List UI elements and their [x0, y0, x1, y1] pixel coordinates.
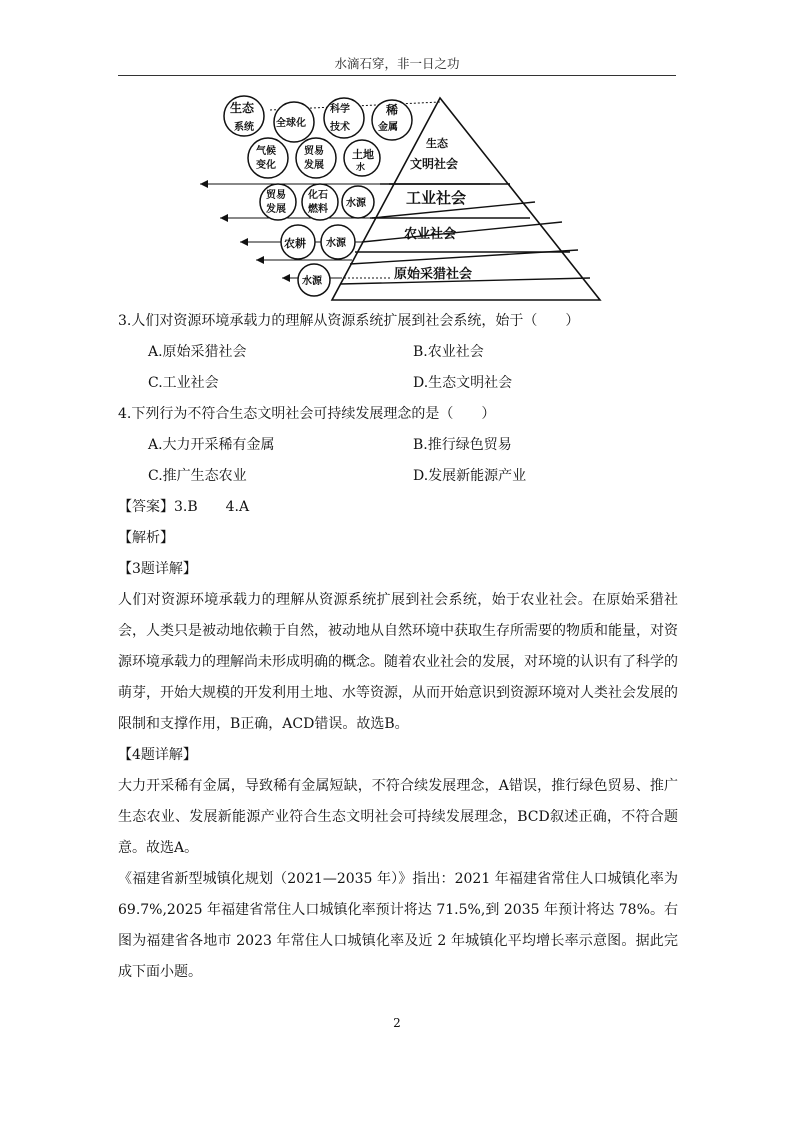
svg-text:系统: 系统 — [234, 122, 254, 133]
q3-option-a[interactable]: A.原始采猎社会 — [148, 344, 247, 360]
svg-text:变化: 变化 — [256, 160, 276, 171]
bubble-climate-change — [248, 138, 288, 178]
arrow-head-1 — [200, 180, 208, 188]
svg-text:燃料: 燃料 — [308, 204, 328, 215]
q4-detail-label: 【4题详解】 — [118, 747, 197, 763]
svg-text:科学: 科学 — [330, 104, 350, 115]
answer-line: 【答案】3.B 4.A — [118, 499, 250, 515]
q4-detail-text: 大力开采稀有金属，导致稀有金属短缺，不符合续发展理念，A错误，推行绿色贸易、推广生态农业、发展新能源产业符合生态文明社会可持续发展理念，BCD叙述正确，不符合题意。故选A。 — [118, 778, 678, 856]
svg-text:发展: 发展 — [266, 204, 286, 215]
svg-text:贸易: 贸易 — [304, 146, 324, 157]
page-number: 2 — [393, 1016, 401, 1030]
arrow-head-3 — [240, 238, 248, 246]
page-header: 水滴石穿，非一日之功 — [334, 56, 460, 71]
q3-options-row-2 — [118, 368, 678, 399]
q4-option-d[interactable]: D.发展新能源产业 — [413, 468, 527, 484]
arrow-head-2 — [220, 214, 228, 222]
pyramid-diagram — [190, 92, 610, 306]
question-content — [118, 306, 678, 988]
svg-text:生态: 生态 — [230, 101, 255, 115]
svg-text:贸易: 贸易 — [266, 190, 286, 201]
level-eco-label-2: 文明社会 — [410, 157, 459, 171]
svg-text:金属: 金属 — [378, 122, 398, 133]
svg-text:发展: 发展 — [304, 160, 324, 171]
q3-option-b[interactable]: B.农业社会 — [413, 344, 484, 360]
svg-text:水源: 水源 — [302, 276, 322, 287]
svg-text:水: 水 — [356, 163, 366, 173]
q3-option-c[interactable]: C.工业社会 — [148, 375, 219, 391]
svg-text:水源: 水源 — [326, 238, 346, 249]
header-divider — [118, 75, 676, 76]
society-pyramid-figure — [190, 92, 610, 306]
analysis-label: 【解析】 — [118, 530, 174, 546]
q3-options-row-1 — [118, 337, 678, 368]
level-agri-label: 农业社会 — [404, 227, 457, 242]
svg-text:气候: 气候 — [256, 146, 276, 157]
svg-text:化石: 化石 — [308, 190, 328, 201]
level-industrial-label: 工业社会 — [406, 189, 467, 207]
arrow-head-5 — [282, 274, 290, 282]
arrow-head-4 — [256, 256, 264, 264]
q3-stem: 3.人们对资源环境承载力的理解从资源系统扩展到社会系统，始于（ ） — [118, 313, 580, 329]
svg-text:全球化: 全球化 — [276, 118, 306, 129]
svg-text:水源: 水源 — [346, 198, 366, 209]
q4-stem: 4.下列行为不符合生态文明社会可持续发展理念的是（ ） — [118, 406, 496, 422]
bubble-trade-1 — [296, 138, 336, 178]
q4-option-c[interactable]: C.推广生态农业 — [148, 468, 247, 484]
level-eco-label-1: 生态 — [426, 137, 448, 150]
svg-text:农耕: 农耕 — [284, 237, 306, 250]
q3-option-d[interactable]: D.生态文明社会 — [413, 375, 513, 391]
q4-options-row-2 — [118, 461, 678, 492]
q3-detail-label: 【3题详解】 — [118, 561, 197, 577]
q4-option-a[interactable]: A.大力开采稀有金属 — [148, 437, 275, 453]
tier-line-3 — [362, 222, 562, 242]
svg-text:稀: 稀 — [386, 103, 399, 117]
level-primitive-label: 原始采猎社会 — [394, 267, 473, 282]
next-question-intro: 《福建省新型城镇化规划（2021—2035 年）》指出：2021 年福建省常住人口城镇化率为 69.7%,2025 年福建省常住人口城镇化率预计将达 71.5%,到 2035 年预计将达 78%。右图为福建省各地市 2023 年常住人口城镇化率及近 2 年城镇化平均增长率示意图。据此完成下面小题。 — [118, 871, 678, 980]
q4-options-row-1 — [118, 430, 678, 461]
svg-text:土地: 土地 — [352, 148, 374, 161]
svg-text:技术: 技术 — [330, 122, 350, 133]
q3-detail-text: 人们对资源环境承载力的理解从资源系统扩展到社会系统，始于农业社会。在原始采猎社会，人类只是被动地依赖于自然，被动地从自然环境中获取生存所需要的物质和能量，对资源环境承载力的理解尚未形成明确的概念。随着农业社会的发展，对环境的认识有了科学的萌芽，开始大规模的开发利用土地、水等资源，从而开始意识到资源环境对人类社会发展的限制和支撑作用，B正确，ACD错误。故选B。 — [118, 592, 678, 732]
q4-option-b[interactable]: B.推行绿色贸易 — [413, 437, 512, 453]
